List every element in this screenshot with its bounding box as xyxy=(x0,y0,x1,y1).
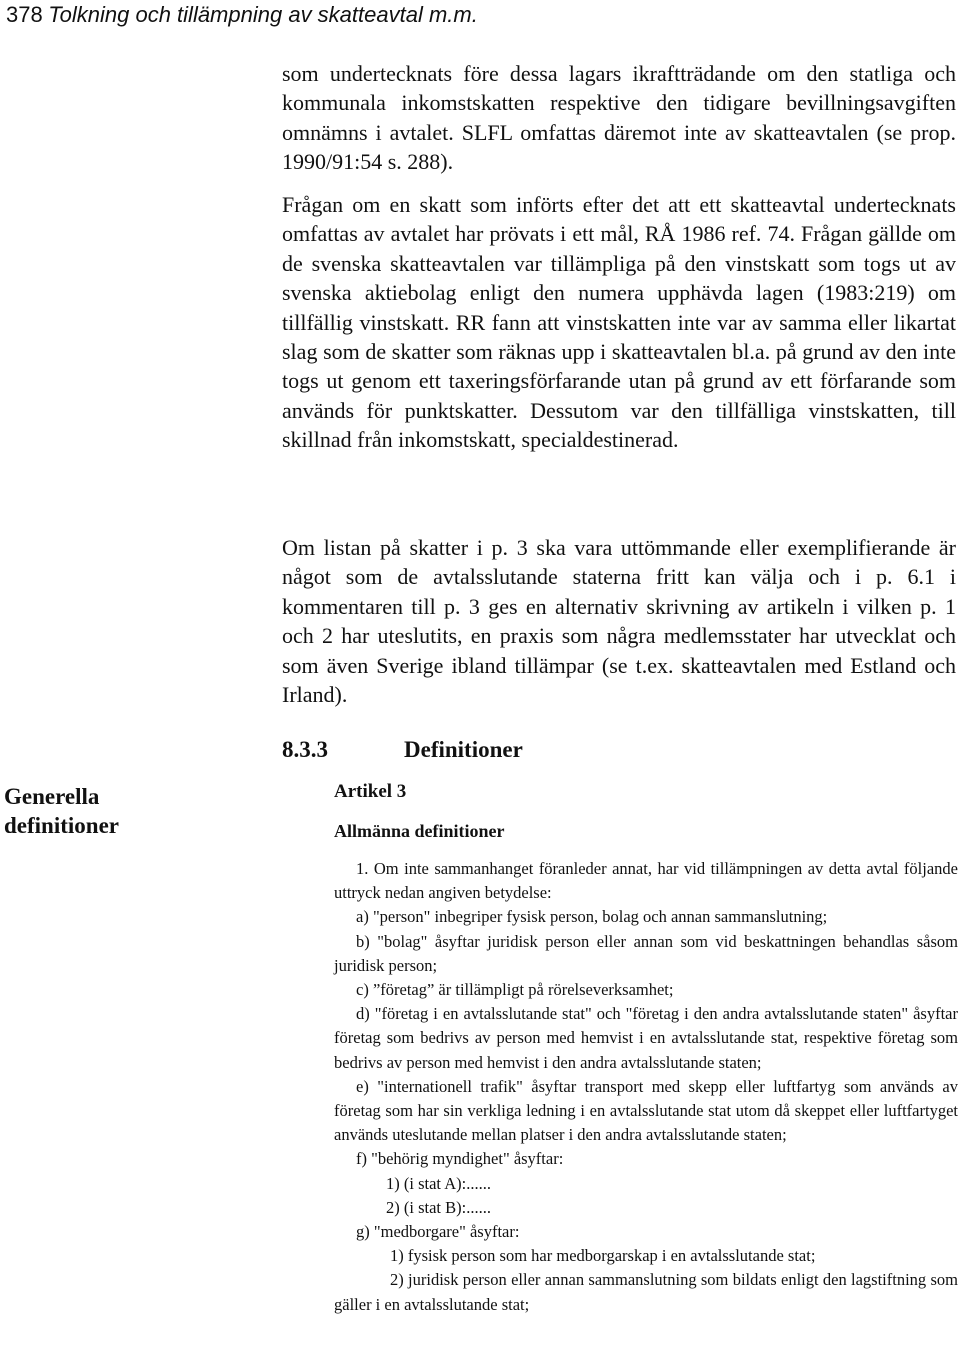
section-title: Definitioner xyxy=(404,737,523,762)
definition-f-2: 2) (i stat B):...... xyxy=(386,1197,491,1217)
treaty-intro: 1. Om inte sammanhanget föranleder annat, har vid tillämpningen av detta avtal följande uttryck nedan angiven betydelse: xyxy=(334,859,958,903)
article-title: Artikel 3 xyxy=(334,781,407,802)
treaty-text xyxy=(334,857,958,1317)
definition-f-1: 1) (i stat A):...... xyxy=(386,1173,491,1193)
definition-b: b) "bolag" åsyftar juridisk person eller annan som vid beskattningen behandlas såsom juridisk person; xyxy=(334,931,958,975)
definition-d: d) "företag i en avtalsslutande stat" och "företag i den andra avtalsslutande staten" åsyftar företag som bedrivs av person med hemvist i en avtalsslutande stat, respektive företag som bedrivs av person med hemvist i den andra avtalsslutande staten; xyxy=(334,1004,958,1072)
definition-c: c) ”företag” är tillämpligt på rörelseverksamhet; xyxy=(356,980,674,1000)
article-subtitle: Allmänna definitioner xyxy=(334,821,505,841)
section-number: 8.3.3 xyxy=(282,737,328,762)
page-number: 378 xyxy=(6,2,43,27)
definition-g-1: 1) fysisk person som har medborgarskap i en avtalsslutande stat; xyxy=(390,1246,816,1266)
definition-g: g) "medborgare" åsyftar: xyxy=(356,1222,520,1242)
body-paragraph-1: som undertecknats före dessa lagars ikraftträdande om den statliga och kommunala inkomstskatten respektive den tidigare bevillningsavgiften omnämns i avtalet. SLFL omfattas däremot inte av skatteavtalen (se prop. 1990/91:54 s. 288). xyxy=(282,61,956,175)
definition-g-2: 2) juridisk person eller annan sammanslutning som bildats enligt den lagstiftning som gäller i en avtalsslutande stat; xyxy=(334,1270,958,1314)
running-title: Tolkning och tillämpning av skatteavtal m.m. xyxy=(48,2,478,27)
definition-a: a) "person" inbegriper fysisk person, bolag och annan sammanslutning; xyxy=(356,907,828,927)
body-paragraph-2: Frågan om en skatt som införts efter det att ett skatteavtal undertecknats omfattas av avtalet har prövats i ett mål, RÅ 1986 ref. 74. Frågan gällde om de svenska skatteavtalen var tillämpliga på den vinstskatt som togs ut av svenska aktiebolag enligt den numera upphävda lagen (1983:219) om tillfällig vinstskatt. RR fann att vinstskatten inte var av samma eller likartat slag som de skatter som räknas upp i skatteavtalen bl.a. på grund av den inte togs ut genom ett taxeringsförfarande utan på grund av ett förfarande som används för punktskatter. Dessutom var den tillfälliga vinstskatten, till skillnad från inkomstskatt, specialdestinerad. xyxy=(282,192,956,453)
margin-note: Generella definitioner xyxy=(4,784,119,838)
body-paragraph-3: Om listan på skatter i p. 3 ska vara uttömmande eller exemplifierande är något som de avtalsslutande staterna fritt kan välja och i p. 6.1 i kommentaren till p. 3 ges en alternativ skrivning av artikeln i vilken p. 1 och 2 har uteslutits, en praxis som några medlemsstater har utvecklat och som även Sverige ibland tillämpar (se t.ex. skatteavtalen med Estland och Irland). xyxy=(282,535,956,708)
definition-f: f) "behörig myndighet" åsyftar: xyxy=(356,1149,564,1169)
section-heading xyxy=(282,737,523,763)
definition-e: e) "internationell trafik" åsyftar transport med skepp eller luftfartyg som används av företag som har sin verkliga ledning i en avtalsslutande stat utom då skeppet eller luftfartyget används uteslutande mellan platser i den andra avtalsslutande staten; xyxy=(334,1076,958,1145)
page-header xyxy=(6,2,478,28)
